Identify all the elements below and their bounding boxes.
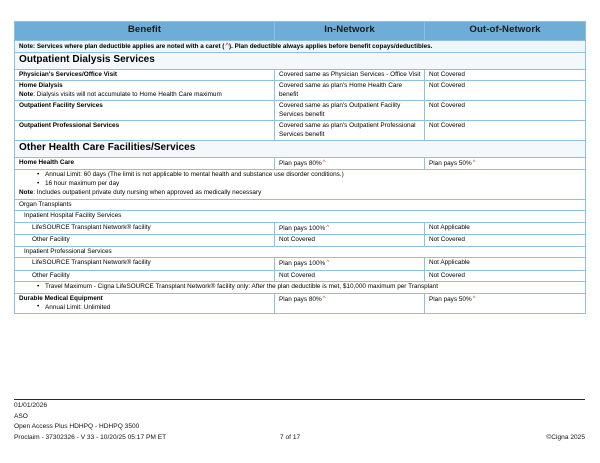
- home-health-care-details: [15, 170, 586, 199]
- benefit-label: LifeSOURCE Transplant Network® facility: [15, 222, 275, 235]
- in-network-value: Plan pays 100%: [279, 260, 326, 268]
- footer-plan-info: [14, 401, 585, 433]
- in-network-value-cell: [275, 157, 425, 170]
- in-network-value: Plan pays 100%: [279, 224, 326, 232]
- benefit-label: Other Facility: [15, 235, 275, 246]
- section-note: [19, 189, 582, 198]
- benefit-label: Physician's Services/Office Visit: [15, 69, 275, 80]
- list-item: • Annual Limit: 60 days (The limit is not applicable to mental health and substance use disorder conditions.): [45, 171, 582, 180]
- column-header-in-network: In-Network: [275, 22, 425, 41]
- section-title-other-health-care-facilities-services: Other Health Care Facilities/Services: [15, 141, 586, 158]
- out-of-network-value: Not Applicable: [425, 222, 586, 235]
- footer-bottom-row: [14, 434, 585, 441]
- table-row: [15, 258, 586, 271]
- out-of-network-value: Not Covered: [425, 270, 586, 281]
- footer-divider: [14, 399, 585, 400]
- section-title-row: [15, 141, 586, 158]
- footer-page-number: 7 of 17: [280, 434, 301, 441]
- list-item: • Annual Limit: Unlimited: [45, 304, 271, 313]
- caret-note-prefix: Note: Services where plan deductible applies are noted with a caret (: [19, 42, 225, 50]
- column-header-benefit: Benefit: [15, 22, 275, 41]
- table-row: [15, 81, 586, 101]
- in-network-value: Not Covered: [275, 235, 425, 246]
- footer-funding-type: ASO: [14, 412, 28, 420]
- benefit-label: Other Facility: [15, 270, 275, 281]
- footer-copyright: ©Cigna 2025: [546, 434, 585, 441]
- in-network-value: Not Covered: [275, 270, 425, 281]
- footer-effective-date: 01/01/2026: [14, 402, 48, 409]
- table-row: [15, 211, 586, 222]
- table-row: [15, 69, 586, 80]
- table-row: [15, 246, 586, 257]
- benefit-label: LifeSOURCE Transplant Network® facility: [15, 258, 275, 271]
- table-header-row: [15, 22, 586, 41]
- table-row: [15, 294, 586, 314]
- benefit-label: Outpatient Facility Services: [15, 101, 275, 121]
- in-network-value-cell: [275, 222, 425, 235]
- out-of-network-value: Not Covered: [425, 235, 586, 246]
- benefit-note: [19, 91, 271, 100]
- section-note-label: Note: [19, 188, 34, 196]
- out-of-network-value: Not Covered: [425, 81, 586, 101]
- benefit-label: Outpatient Professional Services: [15, 121, 275, 141]
- out-of-network-value: Not Covered: [425, 101, 586, 121]
- caret-note-suffix: ). Plan deductible always applies before benefit copays/deductibles.: [229, 42, 433, 50]
- out-of-network-value: Not Covered: [425, 69, 586, 80]
- travel-maximum-details: [15, 282, 586, 294]
- out-of-network-value-cell: [425, 294, 586, 314]
- column-header-out-of-network: Out-of-Network: [425, 22, 586, 41]
- out-of-network-value: Plan pays 50%: [429, 296, 472, 304]
- table-row: [15, 222, 586, 235]
- caret-icon: ^: [472, 158, 476, 166]
- section-note-text: : Includes outpatient private duty nursing when approved as medically necessary: [33, 188, 262, 196]
- benefit-label: Durable Medical Equipment: [19, 295, 103, 303]
- table-row-bullets: [15, 282, 586, 294]
- section-title-outpatient-dialysis-services: Outpatient Dialysis Services: [15, 53, 586, 70]
- caret-icon: ^: [322, 295, 326, 303]
- bullet-list: [19, 283, 582, 292]
- out-of-network-value: Plan pays 50%: [429, 159, 472, 167]
- benefit-label-cell: [15, 294, 275, 314]
- benefit-note-text: : Dialysis visits will not accumulate to Home Health Care maximum: [33, 90, 222, 98]
- caret-note-cell: [15, 40, 586, 52]
- subsection-title-organ-transplants: Organ Transplants: [15, 199, 586, 210]
- table-row: [15, 270, 586, 281]
- caret-icon: ^: [225, 41, 230, 49]
- table-row: [15, 235, 586, 246]
- in-network-value-cell: [275, 294, 425, 314]
- benefit-summary-table: [14, 21, 586, 314]
- in-network-value: Plan pays 80%: [279, 296, 322, 304]
- table-row: [15, 199, 586, 210]
- subsection-title-inpatient-hospital-facility-services: Inpatient Hospital Facility Services: [15, 211, 586, 222]
- table-row: [15, 121, 586, 141]
- section-title-row: [15, 53, 586, 70]
- out-of-network-value: Not Covered: [425, 121, 586, 141]
- footer-source-line: Proclaim - 37302326 - V 33 - 10/20/25 05:17 PM ET: [14, 434, 167, 441]
- caret-note-row: [15, 40, 586, 52]
- out-of-network-value-cell: [425, 157, 586, 170]
- bullet-list: [19, 304, 271, 313]
- benefit-label: Home Health Care: [15, 157, 275, 170]
- in-network-value: Covered same as plan's Home Health Care benefit: [275, 81, 425, 101]
- table-row: [15, 157, 586, 170]
- footer-plan-name: Open Access Plus HDHPQ - HDHPQ 3500: [14, 423, 140, 431]
- list-item: • Travel Maximum - Cigna LifeSOURCE Transplant Network® facility only: After the plan deductible is met, $10,000 maximum per Transplant: [45, 283, 582, 292]
- benefit-note-label: Note: [19, 90, 34, 98]
- in-network-value-cell: [275, 258, 425, 271]
- out-of-network-value: Not Applicable: [425, 258, 586, 271]
- caret-icon: ^: [472, 295, 476, 303]
- caret-icon: ^: [326, 223, 330, 231]
- in-network-value: Covered same as plan's Outpatient Professional Services benefit: [275, 121, 425, 141]
- caret-icon: ^: [322, 158, 326, 166]
- in-network-value: Covered same as plan's Outpatient Facility Services benefit: [275, 101, 425, 121]
- list-item: • 16 hour maximum per day: [45, 180, 582, 189]
- benefit-label: Home Dialysis: [19, 82, 63, 90]
- table-row: [15, 101, 586, 121]
- in-network-value: Plan pays 80%: [279, 159, 322, 167]
- caret-icon: ^: [326, 259, 330, 267]
- benefit-label-cell: [15, 81, 275, 101]
- subsection-title-inpatient-professional-services: Inpatient Professional Services: [15, 246, 586, 257]
- in-network-value: Covered same as Physician Services - Office Visit: [275, 69, 425, 80]
- table-row-bullets: [15, 170, 586, 199]
- bullet-list: [19, 171, 582, 189]
